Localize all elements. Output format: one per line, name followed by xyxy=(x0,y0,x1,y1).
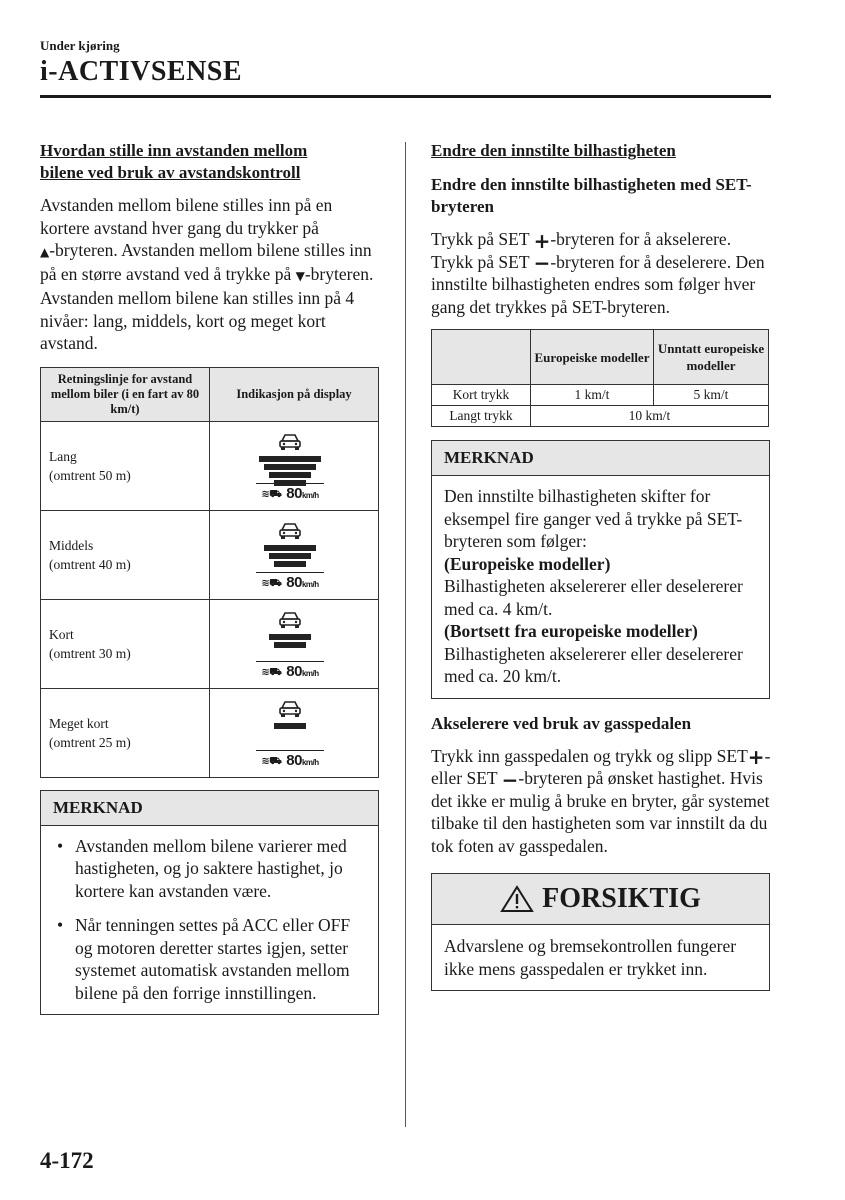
table-row xyxy=(41,510,379,599)
chapter-title: i-ACTIVSENSE xyxy=(40,56,243,87)
note-noneu-label: (Bortsett fra europeiske modeller) xyxy=(444,621,698,641)
caution-title: FORSIKTIG xyxy=(542,883,701,914)
note-title: MERKNAD xyxy=(432,441,769,476)
set-para-part2: -bryteren for å akselerere. Trykk på SET xyxy=(431,229,732,272)
distance-name: Kort xyxy=(49,626,74,642)
distance-heading-line2: bilene ved bruk av avstandskontroll xyxy=(40,163,301,182)
accel-paragraph: Trykk inn gasspedalen og trykk og slipp SET+- eller SET −-bryteren på ønsket hastighet. Hvis det ikke er mulig å bruke en bryter, går systemet tilbake til den hastigheten som var innstilt da du tok foten av gasspedalen. xyxy=(431,745,771,856)
display-indicator xyxy=(210,510,379,599)
speed-step-table xyxy=(431,329,769,427)
note-text: Den innstilte bilhastigheten skifter for eksempel fire ganger ved å trykke på SET-bryteren som følger: xyxy=(444,486,743,551)
speed-readout xyxy=(256,485,324,502)
table-row xyxy=(432,385,769,406)
distance-para-part3: -bryteren. Avstanden mellom bilene kan stilles inn på 4 nivåer: lang, middels, kort og meget kort avstand. xyxy=(40,264,374,354)
speed-value: 80 xyxy=(286,573,302,591)
distance-table-header-guideline: Retningslinje for avstand mellom biler (i en fart av 80 km/t) xyxy=(41,367,210,421)
distance-row-label xyxy=(41,421,210,510)
distance-bar xyxy=(269,634,311,640)
warning-triangle-icon xyxy=(500,885,534,913)
distance-value: (omtrent 25 m) xyxy=(49,734,131,750)
distance-para-part2: -bryteren. Avstanden mellom bilene stilles inn på en større avstand ved å trykke på xyxy=(40,240,372,285)
title-rule xyxy=(40,95,771,98)
speed-table-corner xyxy=(432,330,531,385)
note-box-right xyxy=(431,440,770,699)
distance-bar xyxy=(274,642,306,648)
bullet-icon: • xyxy=(57,835,64,856)
speed-unit: km/h xyxy=(301,579,319,589)
radar-cruise-icon: ≋⛟ xyxy=(261,666,282,678)
caution-box xyxy=(431,873,770,991)
speed-table-header-noneu: Unntatt europeiske modeller xyxy=(654,330,769,385)
up-triangle-icon: ▲ xyxy=(40,244,50,259)
caution-header xyxy=(432,874,769,925)
note-body xyxy=(432,476,769,698)
distance-row-label xyxy=(41,688,210,777)
table-row xyxy=(41,688,379,777)
speed-cell-eu: 1 km/t xyxy=(531,385,654,406)
baseline xyxy=(256,483,324,484)
distance-table xyxy=(40,367,379,778)
distance-bars xyxy=(256,632,324,650)
vehicle-ahead-icon xyxy=(278,699,302,719)
bullet-icon: • xyxy=(57,915,64,936)
speed-value: 80 xyxy=(286,662,302,680)
speed-row-label: Langt trykk xyxy=(432,406,531,427)
speed-value: 80 xyxy=(286,484,302,502)
speed-row-label: Kort trykk xyxy=(432,385,531,406)
radar-cruise-icon: ≋⛟ xyxy=(261,488,282,500)
note-item-text: Avstanden mellom bilene varierer med hastigheten, og jo saktere hastighet, jo kortere kan avstanden være. xyxy=(75,835,347,901)
accel-part2: - eller SET xyxy=(431,745,771,788)
caution-text: Advarslene og bremsekontrollen fungerer ikke mens gasspedalen er trykket inn. xyxy=(444,936,737,979)
note-noneu-text: Bilhastigheten akselererer eller deselererer med ca. 20 km/t. xyxy=(444,643,743,686)
speed-cell-all: 10 km/t xyxy=(531,406,769,427)
column-divider xyxy=(405,142,406,1127)
note-body xyxy=(41,826,378,1015)
accel-part3: -bryteren på ønsket hastighet. Hvis det ikke er mulig å bruke en bryter, går systemet tilbake til den hastigheten som var innstilt da du tok foten av gasspedalen. xyxy=(431,768,770,856)
distance-para-part1: Avstanden mellom bilene stilles inn på en kortere avstand hver gang du trykker på xyxy=(40,195,333,238)
speed-unit: km/h xyxy=(301,757,319,767)
distance-bar xyxy=(274,723,306,729)
accel-heading: Akselerere ved bruk av gasspedalen xyxy=(431,713,692,733)
page-number: 4-172 xyxy=(40,1148,94,1173)
table-row xyxy=(41,421,379,510)
distance-value: (omtrent 40 m) xyxy=(49,556,131,572)
distance-row-label xyxy=(41,510,210,599)
set-para-part1: Trykk på SET xyxy=(431,229,530,249)
speed-value: 80 xyxy=(286,751,302,769)
distance-bar xyxy=(264,464,316,470)
note-eu-text: Bilhastigheten akselererer eller deselererer med ca. 4 km/t. xyxy=(444,576,743,619)
radar-cruise-icon: ≋⛟ xyxy=(261,755,282,767)
note-item-text: Når tenningen settes på ACC eller OFF og motoren deretter startes igjen, setter systemet automatisk avstanden mellom bilene på den forrige innstillingen. xyxy=(75,915,351,1003)
note-title: MERKNAD xyxy=(41,791,378,826)
plus-icon: + xyxy=(747,745,765,770)
display-indicator xyxy=(210,599,379,688)
note-eu-label: (Europeiske modeller) xyxy=(444,553,611,574)
vehicle-ahead-icon xyxy=(278,610,302,630)
distance-heading-line1: Hvordan stille inn avstanden mellom xyxy=(40,141,308,160)
distance-bars xyxy=(256,721,324,731)
down-triangle-icon: ▼ xyxy=(295,268,305,283)
distance-name: Lang xyxy=(49,448,77,464)
baseline xyxy=(256,750,324,751)
display-indicator xyxy=(210,421,379,510)
speed-cell-noneu: 5 km/t xyxy=(654,385,769,406)
speed-heading: Endre den innstilte bilhastigheten xyxy=(431,141,676,160)
distance-bar xyxy=(259,456,321,462)
table-row xyxy=(41,599,379,688)
distance-table-header-display: Indikasjon på display xyxy=(210,367,379,421)
speed-unit: km/h xyxy=(301,668,319,678)
distance-bar xyxy=(274,561,306,567)
minus-icon: − xyxy=(501,767,519,792)
note-box-left xyxy=(40,790,379,1016)
speed-unit: km/h xyxy=(301,490,319,500)
display-indicator xyxy=(210,688,379,777)
right-column xyxy=(431,140,771,991)
distance-bar xyxy=(264,545,316,551)
baseline xyxy=(256,661,324,662)
distance-value: (omtrent 30 m) xyxy=(49,645,131,661)
distance-name: Meget kort xyxy=(49,715,109,731)
distance-bar xyxy=(269,553,311,559)
minus-icon: − xyxy=(533,251,551,276)
left-column xyxy=(40,140,380,1015)
section-label: Under kjøring xyxy=(40,38,120,53)
vehicle-ahead-icon xyxy=(278,521,302,541)
speed-readout xyxy=(256,663,324,680)
plus-icon: + xyxy=(533,228,551,253)
distance-bars xyxy=(256,543,324,569)
distance-name: Middels xyxy=(49,537,94,553)
distance-row-label xyxy=(41,599,210,688)
speed-readout xyxy=(256,574,324,591)
list-item xyxy=(53,835,366,903)
accel-part1: Trykk inn gasspedalen og trykk og slipp xyxy=(431,745,717,766)
table-row xyxy=(432,406,769,427)
set-switch-paragraph xyxy=(431,228,771,318)
radar-cruise-icon: ≋⛟ xyxy=(261,577,282,589)
speed-table-header-eu: Europeiske modeller xyxy=(531,330,654,385)
set-para-part3: -bryteren for å deselerere. Den innstilte bilhastigheten endres som følger hver gang det trykkes på SET-bryteren. xyxy=(431,251,765,317)
distance-value: (omtrent 50 m) xyxy=(49,467,131,483)
distance-paragraph xyxy=(40,194,380,355)
speed-readout xyxy=(256,752,324,769)
distance-heading xyxy=(40,140,380,184)
distance-bar xyxy=(269,472,311,478)
set-switch-subheading: Endre den innstilte bilhastigheten med SET-bryteren xyxy=(431,175,752,216)
vehicle-ahead-icon xyxy=(278,432,302,452)
list-item xyxy=(53,914,366,1004)
baseline xyxy=(256,572,324,573)
